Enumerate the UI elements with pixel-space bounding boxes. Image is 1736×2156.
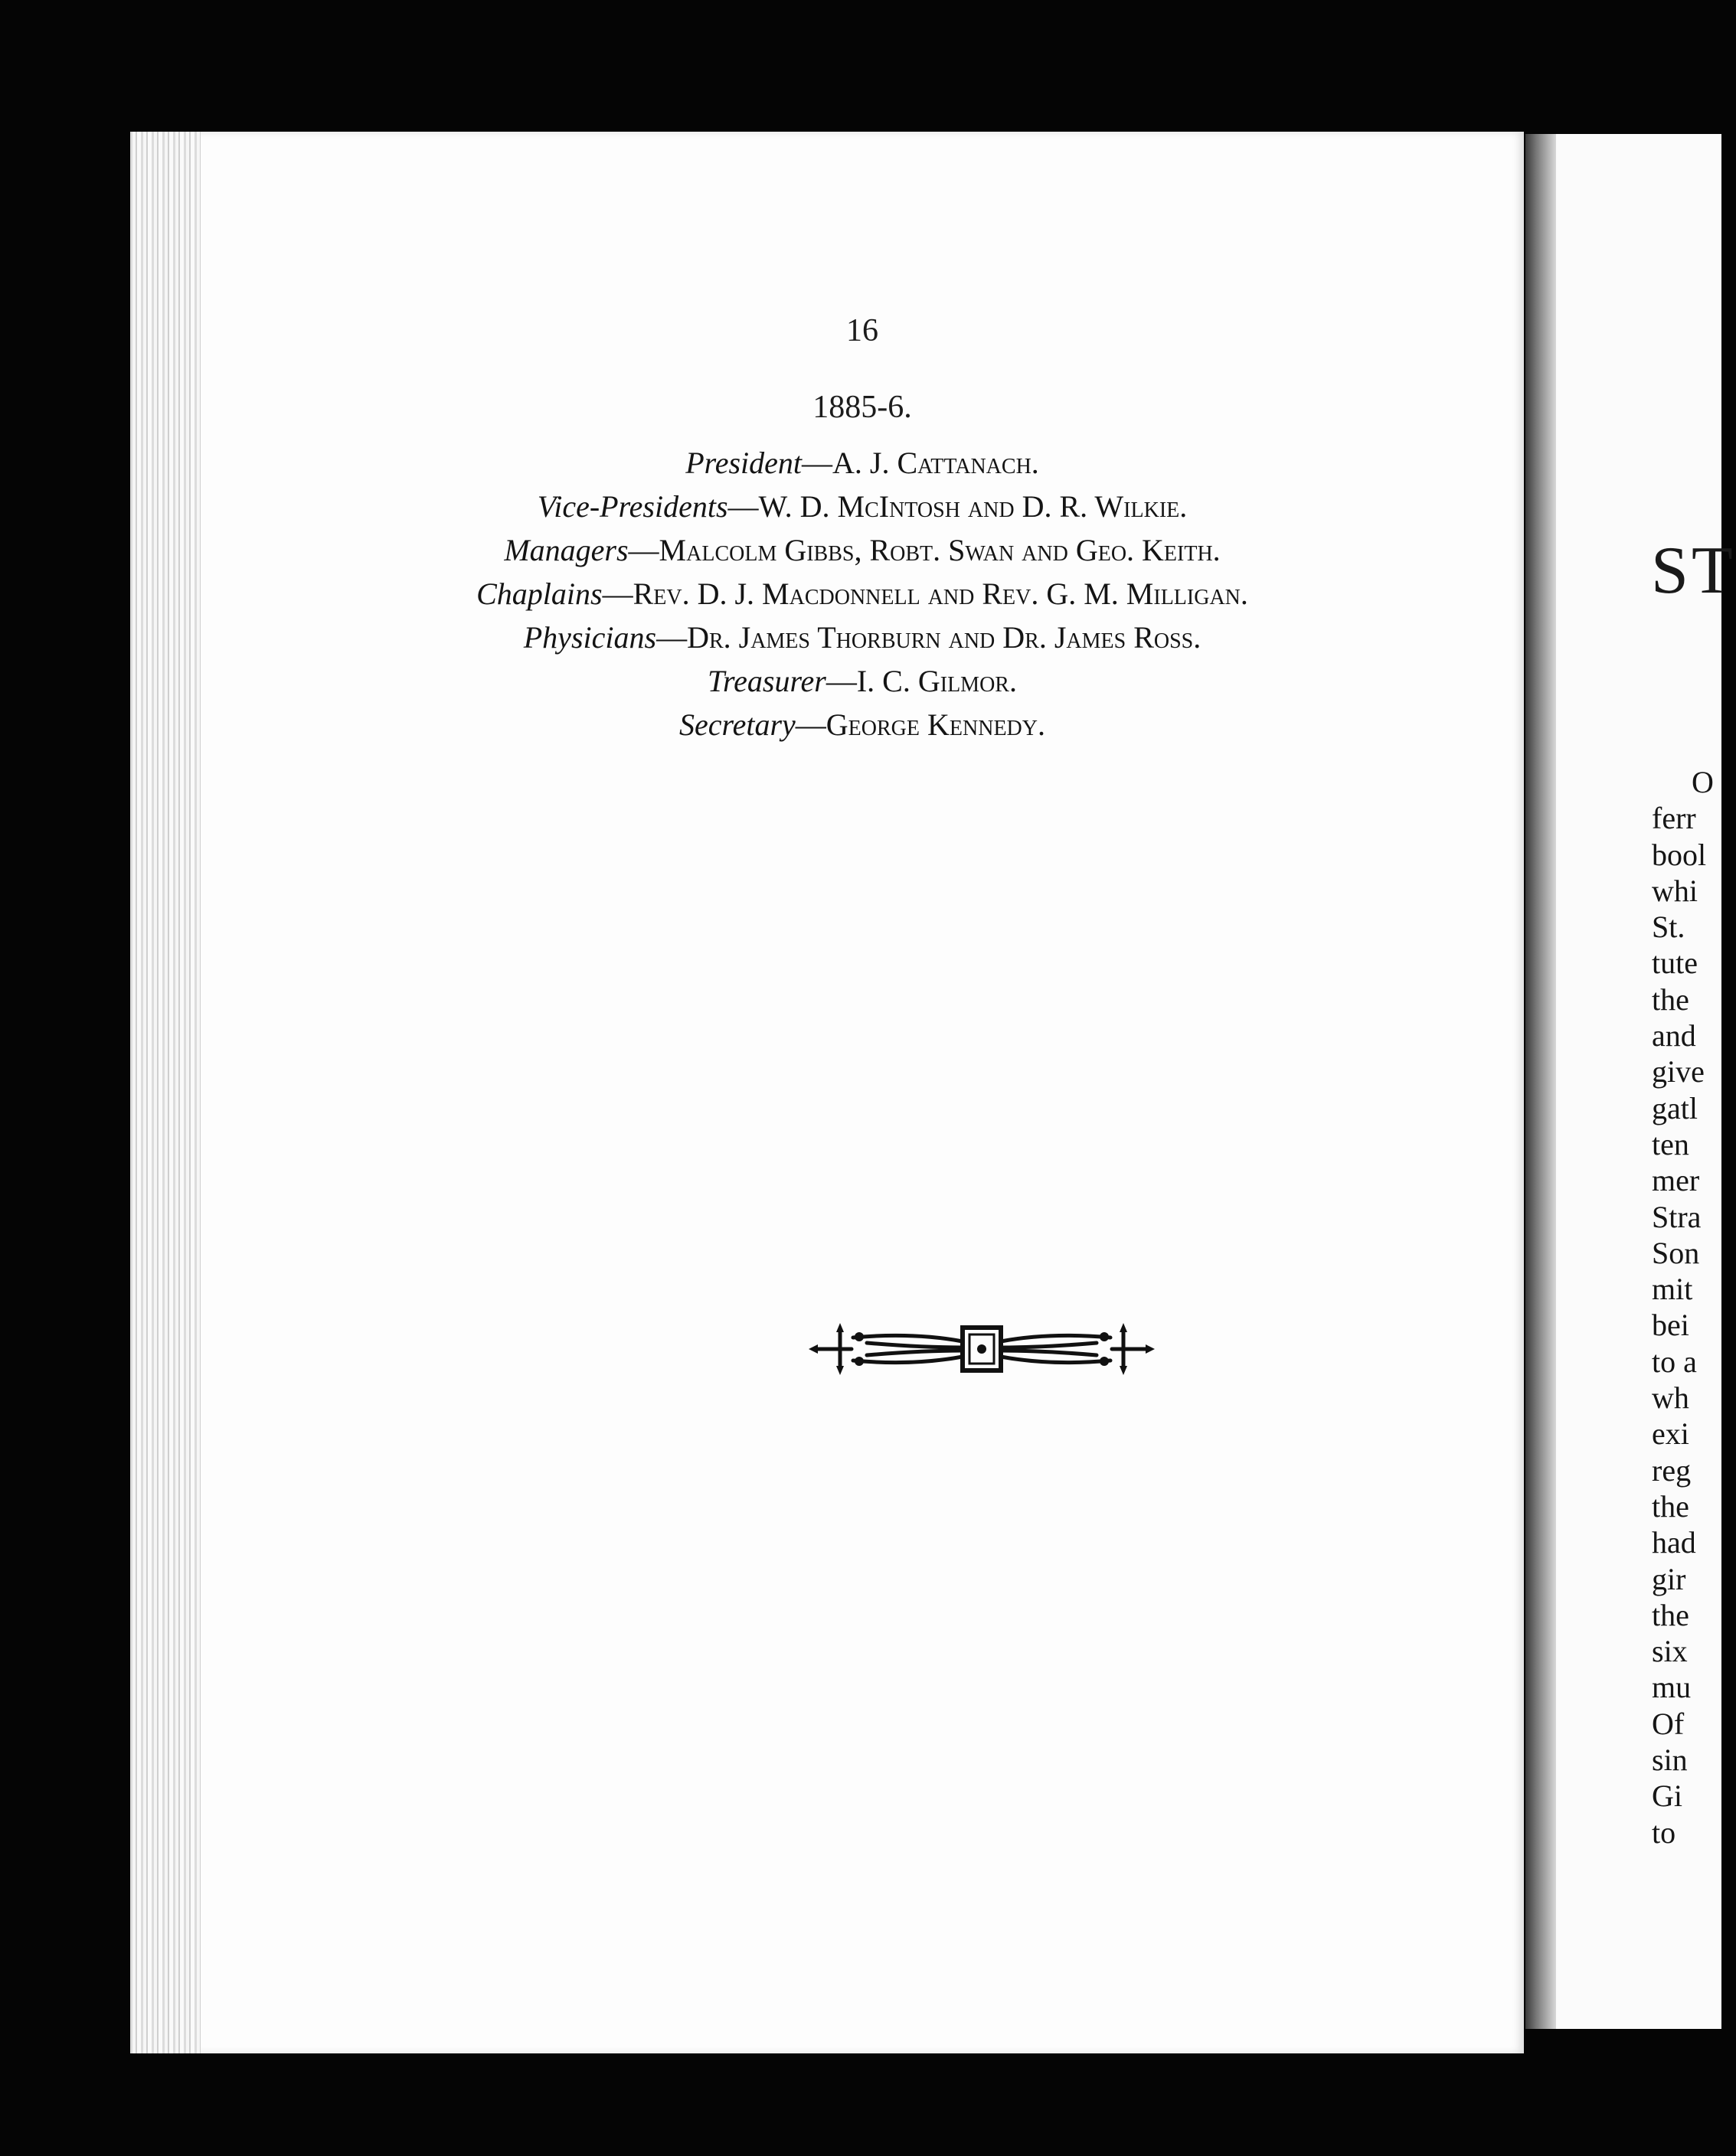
year-heading: 1885-6. <box>812 390 912 425</box>
officer-line-treasurer: Treasurer—I. C. Gilmor. <box>708 664 1017 698</box>
text-line-fragment: ten <box>1652 1126 1689 1161</box>
officer-role: Physicians <box>523 620 657 655</box>
text-line-fragment: tute <box>1652 946 1698 981</box>
officers-list <box>201 441 1524 746</box>
text-line-fragment: mer <box>1652 1163 1700 1198</box>
officer-role: Treasurer <box>708 664 826 698</box>
officer-names: W. D. McIntosh and D. R. Wilkie. <box>758 489 1188 524</box>
text-line-fragment: whi <box>1652 873 1698 908</box>
officer-line-vice-presidents: Vice-Presidents—W. D. McIntosh and D. R. Wilkie. <box>537 489 1188 524</box>
text-line-fragment: sin <box>1652 1743 1688 1778</box>
text-line-fragment: to <box>1652 1815 1676 1850</box>
text-line-fragment: had <box>1652 1525 1696 1560</box>
text-line-fragment: Gi <box>1652 1779 1682 1814</box>
right-page-text <box>1652 764 1714 1851</box>
text-line-fragment: Of <box>1652 1706 1685 1741</box>
text-line-fragment: reg <box>1652 1452 1692 1488</box>
officer-role: Secretary <box>679 707 796 742</box>
officer-names: George Kennedy. <box>825 707 1045 742</box>
text-line-fragment: exi <box>1652 1416 1689 1452</box>
officer-names: Malcolm Gibbs, Robt. Swan and Geo. Keith. <box>659 533 1221 567</box>
text-line-fragment: and <box>1652 1018 1696 1054</box>
page-content <box>201 132 1524 2053</box>
officer-role: Chaplains <box>476 577 603 611</box>
text-line-fragment: mu <box>1652 1670 1692 1705</box>
book-gutter <box>1525 134 1556 2029</box>
officer-line-managers: Managers—Malcolm Gibbs, Robt. Swan and Geo. Keith. <box>504 533 1221 567</box>
page-edge <box>130 132 201 2053</box>
officer-role: Vice-Presidents <box>537 489 728 524</box>
text-line-fragment: bool <box>1652 837 1707 872</box>
text-line-fragment: wh <box>1652 1380 1689 1416</box>
officer-line-chaplains: Chaplains—Rev. D. J. Macdonnell and Rev. G. M. Milligan. <box>476 577 1248 611</box>
text-line-fragment: the <box>1652 1488 1689 1524</box>
officer-names: Rev. D. J. Macdonnell and Rev. G. M. Milligan. <box>633 577 1248 611</box>
text-line-fragment: bei <box>1652 1308 1689 1343</box>
text-line-fragment: to a <box>1652 1344 1697 1379</box>
officer-line-president: President—A. J. Cattanach. <box>685 446 1039 480</box>
decorative-ornament-icon <box>806 1318 1158 1380</box>
officer-names: I. C. Gilmor. <box>856 664 1017 698</box>
text-line-fragment: Stra <box>1652 1199 1702 1234</box>
page-number: 16 <box>846 313 878 348</box>
text-line-fragment: give <box>1652 1054 1705 1089</box>
officer-role: Managers <box>504 533 629 567</box>
officer-names: A. J. Cattanach. <box>832 446 1039 480</box>
officer-line-secretary: Secretary—George Kennedy. <box>679 707 1045 742</box>
right-page-heading: ST <box>1651 534 1736 608</box>
left-page <box>130 132 1524 2053</box>
text-line-fragment: ferr <box>1652 801 1696 836</box>
text-line-fragment: the <box>1652 1597 1689 1632</box>
officer-names: Dr. James Thorburn and Dr. James Ross. <box>687 620 1201 655</box>
text-line-fragment: gir <box>1652 1561 1686 1596</box>
text-line-fragment: mit <box>1652 1272 1693 1307</box>
officer-line-physicians: Physicians—Dr. James Thorburn and Dr. James Ross. <box>523 620 1201 655</box>
text-line-fragment: the <box>1652 982 1689 1017</box>
text-line-fragment: six <box>1652 1634 1688 1669</box>
text-line-fragment: Son <box>1652 1235 1700 1270</box>
text-line-fragment: St. <box>1652 910 1685 945</box>
text-line-fragment: gatl <box>1652 1090 1698 1125</box>
right-page <box>1525 134 1736 2029</box>
officer-role: President <box>685 446 803 480</box>
text-line-fragment: O <box>1692 765 1714 799</box>
